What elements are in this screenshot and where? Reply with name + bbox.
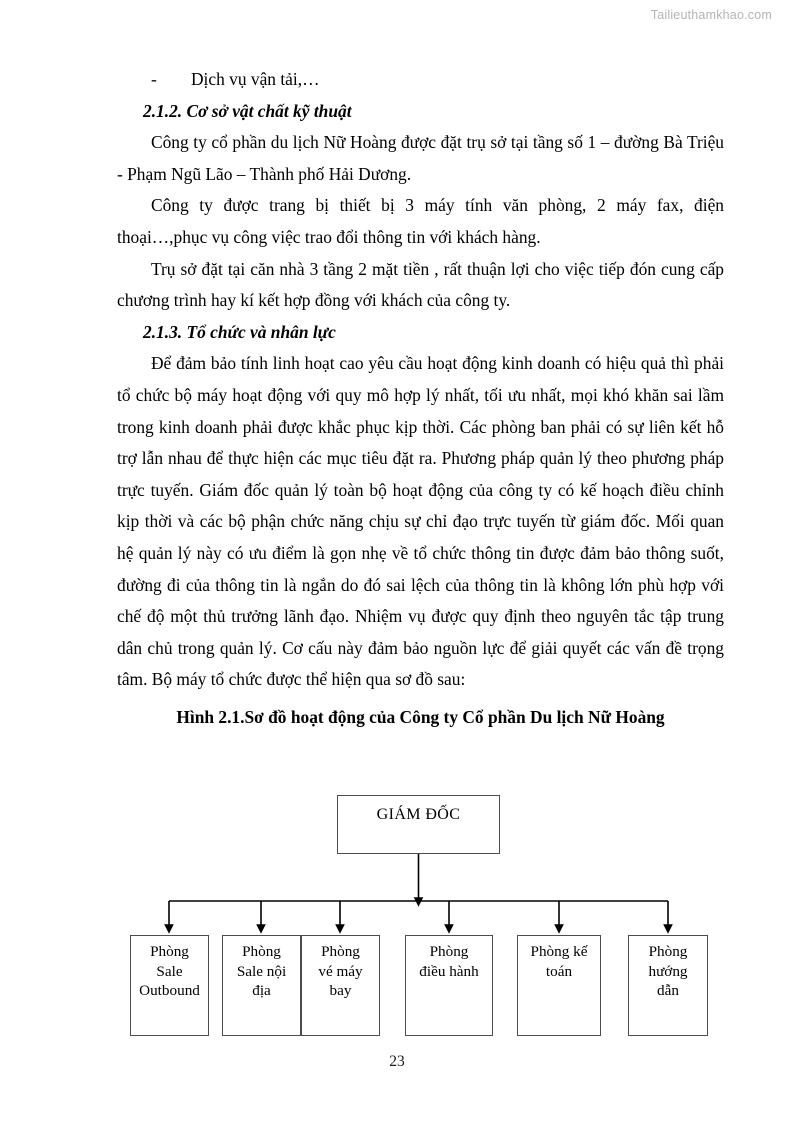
org-node-line: Phòng xyxy=(321,943,360,960)
org-node-line: hướng xyxy=(648,962,688,980)
org-node-line: Phòng xyxy=(648,943,688,960)
org-node-line: Outbound xyxy=(139,982,200,999)
figure-caption: Hình 2.1.Sơ đồ hoạt động của Công ty Cổ phần Du lịch Nữ Hoàng xyxy=(176,706,665,727)
org-node-huong-dan xyxy=(628,935,708,1036)
org-node-sale-noi-dia xyxy=(222,935,301,1036)
paragraph-equipment: Công ty được trang bị thiết bị 3 máy tính văn phòng, 2 máy fax, điện thoại…,phục vụ công việc trao đổi thông tin với khách hàng. xyxy=(117,195,724,247)
org-node-ve-may-bay xyxy=(301,935,380,1036)
paragraph-building: Trụ sở đặt tại căn nhà 3 tầng 2 mặt tiền , rất thuận lợi cho việc tiếp đón cung cấp chương trình hay kí kết hợp đồng với khách của công ty. xyxy=(117,258,724,311)
org-node-line: Phòng xyxy=(150,943,189,960)
bullet-dash: - xyxy=(151,69,157,89)
org-node-line: Phòng xyxy=(242,943,281,960)
org-chart-diagram xyxy=(117,790,707,1045)
org-node-dieu-hanh xyxy=(405,935,493,1036)
page-number: 23 xyxy=(389,1053,405,1070)
org-node-line: vé máy xyxy=(318,962,363,980)
org-node-line: điều hành xyxy=(419,962,479,980)
section-heading-2-1-2: 2.1.2. Cơ sở vật chất kỹ thuật xyxy=(143,100,352,121)
org-node-director xyxy=(337,795,500,854)
org-node-line: Sale xyxy=(156,962,183,980)
watermark-text: Tailieuthamkhao.com xyxy=(650,8,772,22)
org-node-line: Phòng kế xyxy=(530,943,588,960)
bullet-item-text: Dịch vụ vận tải,… xyxy=(191,69,320,89)
org-node-line: bay xyxy=(329,982,352,999)
org-node-line: dẫn xyxy=(657,982,679,999)
org-node-line: Phòng xyxy=(429,943,469,960)
paragraph-organization: Để đảm bảo tính linh hoạt cao yêu cầu hoạt động kinh doanh có hiệu quả thì phải tổ chức bộ máy hoạt động với quy mô hợp lý nhất, tối ưu nhất, mọi khó khăn sai lầm trong kinh doanh phải được khắc phục kịp thời. Các phòng ban phải có sự liên kết hỗ trợ lẫn nhau để thực hiện các mục tiêu đặt ra. Phương pháp quản lý theo phương pháp trực tuyến. Giám đốc quản lý toàn bộ hoạt động của công ty có kế hoạch điều chỉnh kịp thời và các bộ phận chức năng chịu sự chỉ đạo trực tuyến từ giám đốc. Mối quan hệ quản lý này có ưu điểm là gọn nhẹ về tổ chức thông tin được đảm bảo thông suốt, đường đi của thông tin là ngắn do đó sai lệch của thông tin là không lớn phù hợp với chế độ một thủ trưởng lãnh đạo. Nhiệm vụ được quy định theo nguyên tắc tập trung dân chủ trong quản lý. Cơ cấu này đảm bảo nguồn lực để giải quyết các vấn đề trọng tâm. Bộ máy tổ chức được thể hiện qua sơ đồ sau: xyxy=(117,353,724,690)
org-node-director-label: GIÁM ĐỐC xyxy=(376,806,461,823)
bullet-list-item xyxy=(117,64,724,96)
org-node-line: toán xyxy=(545,962,573,980)
org-node-sale-outbound xyxy=(130,935,209,1036)
org-node-ke-toan xyxy=(517,935,601,1036)
paragraph-headquarters: Công ty cổ phần du lịch Nữ Hoàng được đặt trụ sở tại tầng số 1 – đường Bà Triệu - Phạm Ngũ Lão – Thành phố Hải Dương. xyxy=(117,132,724,184)
org-node-line: Sale nội xyxy=(236,962,287,980)
org-node-line: địa xyxy=(252,982,271,999)
document-text-column xyxy=(117,64,724,733)
section-heading-2-1-3: 2.1.3. Tổ chức và nhân lực xyxy=(143,321,336,342)
